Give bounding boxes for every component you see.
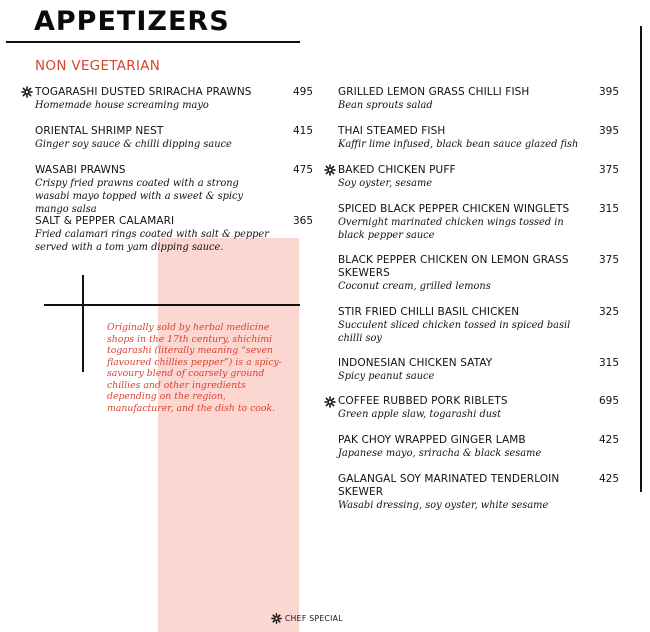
item-price: 425: [598, 434, 619, 446]
item-price: 315: [598, 357, 619, 369]
menu-item: [338, 86, 586, 112]
chef-special-star-icon: [21, 86, 33, 98]
item-name: SPICED BLACK PEPPER CHICKEN WINGLETS: [338, 203, 570, 215]
menu-item: [338, 434, 586, 460]
right-vertical-rule: [640, 26, 642, 492]
menu-item: [338, 254, 586, 293]
item-price: 325: [598, 306, 619, 318]
item-name: GALANGAL SOY MARINATED TENDERLOIN SKEWER: [338, 473, 560, 498]
menu-item: [338, 473, 586, 512]
menu-item: [338, 125, 586, 151]
item-name: INDONESIAN CHICKEN SATAY: [338, 357, 493, 369]
item-price: 395: [598, 125, 619, 137]
item-name: TOGARASHI DUSTED SRIRACHA PRAWNS: [35, 86, 252, 98]
menu-item: [338, 306, 586, 345]
item-price: 315: [598, 203, 619, 215]
item-name: SALT & PEPPER CALAMARI: [35, 215, 175, 227]
item-price: 415: [292, 125, 313, 137]
item-price: 495: [292, 86, 313, 98]
item-description: Homemade house screaming mayo: [35, 100, 209, 111]
item-price: 375: [598, 164, 619, 176]
menu-item: [35, 86, 275, 112]
item-description: Japanese mayo, sriracha & black sesame: [338, 448, 542, 459]
menu-item: [35, 215, 275, 254]
chef-special-star-icon: [324, 396, 336, 408]
menu-item: [338, 164, 586, 190]
menu-item: [35, 125, 275, 151]
item-description: Succulent sliced chicken tossed in spiced basil chilli soy: [338, 320, 571, 344]
item-name: THAI STEAMED FISH: [338, 125, 446, 137]
item-description: Overnight marinated chicken wings tossed in black pepper sauce: [338, 217, 564, 241]
pink-panel: [158, 238, 299, 632]
item-description: Kaffir lime infused, black bean sauce glazed fish: [338, 139, 579, 150]
menu-item: [338, 357, 586, 383]
item-description: Fried calamari rings coated with salt & pepper served with a tom yam dipping sauce.: [35, 229, 269, 253]
item-description: Wasabi dressing, soy oyster, white sesame: [338, 500, 549, 511]
item-description: Crispy fried prawns coated with a strong wasabi mayo topped with a sweet & spicy mango salsa: [35, 178, 244, 215]
title-underline: [6, 41, 300, 43]
item-price: 425: [598, 473, 619, 485]
item-description: Soy oyster, sesame: [338, 178, 433, 189]
chef-special-star-icon: [324, 164, 336, 176]
item-price: 695: [598, 395, 619, 407]
item-name: PAK CHOY WRAPPED GINGER LAMB: [338, 434, 526, 446]
togarashi-note: Originally sold by herbal medicine shops in the 17th century, shichimi togarashi (literally meaning “seven flavoured chillies pepper”) is a spicy-savoury blend of coarsely ground chillies and other ingredients depending on the region, manufacturer, and the dish to cook.: [107, 322, 282, 414]
chef-special-label: CHEF SPECIAL: [285, 614, 343, 623]
item-description: Ginger soy sauce & chilli dipping sauce: [35, 139, 232, 150]
menu-item: [338, 203, 586, 242]
cross-vertical-line: [82, 275, 84, 372]
menu-item: [338, 395, 586, 421]
item-price: 395: [598, 86, 619, 98]
item-name: WASABI PRAWNS: [35, 164, 126, 176]
chef-special-star-icon: [271, 613, 282, 624]
item-price: 365: [292, 215, 313, 227]
item-price: 475: [292, 164, 313, 176]
item-name: BAKED CHICKEN PUFF: [338, 164, 456, 176]
item-name: STIR FRIED CHILLI BASIL CHICKEN: [338, 306, 520, 318]
item-name: GRILLED LEMON GRASS CHILLI FISH: [338, 86, 530, 98]
section-heading: NON VEGETARIAN: [35, 58, 161, 74]
item-description: Bean sprouts salad: [338, 100, 433, 111]
item-description: Green apple slaw, togarashi dust: [338, 409, 502, 420]
item-description: Spicy peanut sauce: [338, 371, 435, 382]
item-name: COFFEE RUBBED PORK RIBLETS: [338, 395, 508, 407]
page-title: APPETIZERS: [34, 6, 230, 37]
item-description: Coconut cream, grilled lemons: [338, 281, 491, 292]
item-name: ORIENTAL SHRIMP NEST: [35, 125, 164, 137]
menu-item: [35, 164, 275, 216]
item-name: BLACK PEPPER CHICKEN ON LEMON GRASS SKEWERS: [338, 254, 569, 279]
item-price: 375: [598, 254, 619, 266]
